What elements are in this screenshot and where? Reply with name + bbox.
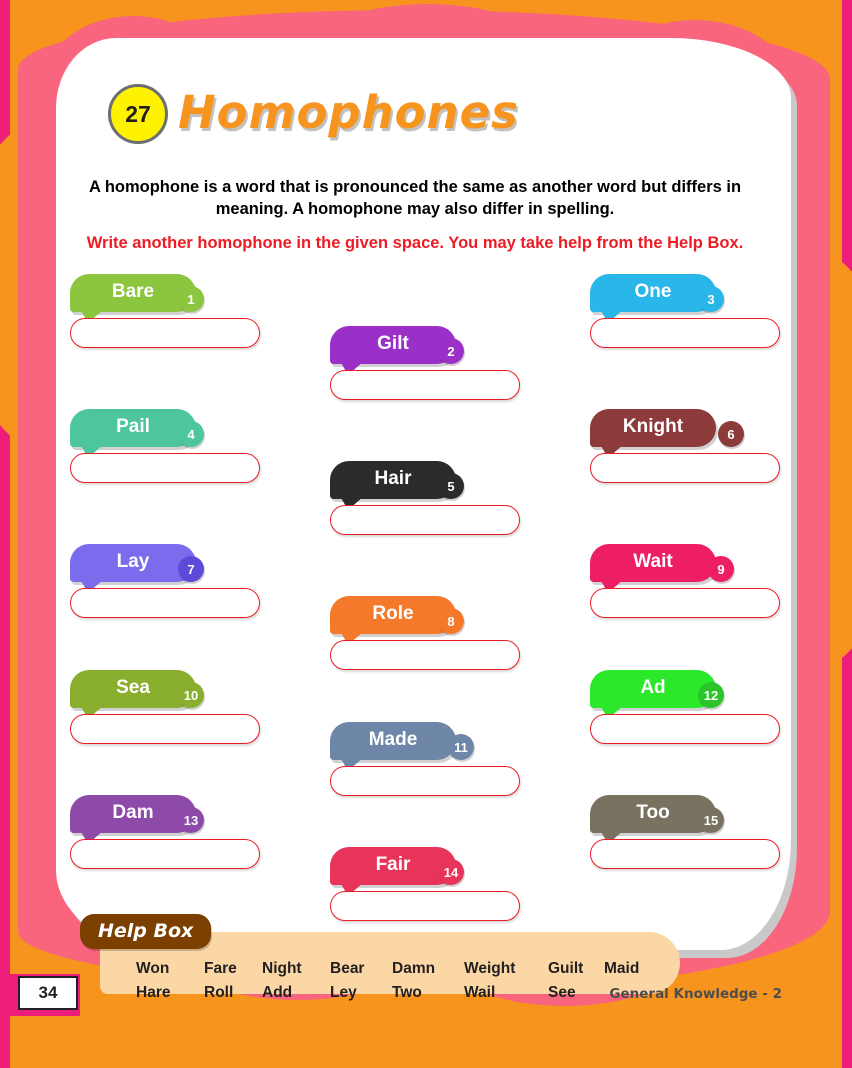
word-label: Sea [116, 677, 150, 698]
answer-input[interactable] [590, 588, 780, 618]
exercise-item [70, 409, 300, 447]
help-box-word: Ley [330, 984, 357, 1001]
word-label: Ad [640, 677, 666, 698]
word-label: Hair [374, 468, 412, 489]
answer-input[interactable] [330, 766, 520, 796]
item-number-badge: 3 [698, 286, 724, 312]
help-box-word: Fare [204, 960, 237, 977]
word-label: Lay [116, 551, 150, 572]
help-box-word: See [548, 984, 576, 1001]
word-label: Knight [622, 416, 684, 437]
help-box-word: Guilt [548, 960, 584, 977]
answer-input[interactable] [590, 318, 780, 348]
exercise-item [330, 847, 560, 885]
word-bubble [590, 409, 716, 447]
answer-input[interactable] [590, 453, 780, 483]
item-number-badge: 7 [178, 556, 204, 582]
item-number-badge: 5 [438, 473, 464, 499]
item-number-badge: 4 [178, 421, 204, 447]
item-number-badge: 11 [448, 734, 474, 760]
item-number-badge: 15 [698, 807, 724, 833]
exercise-item [590, 544, 820, 582]
page-number: 34 [18, 976, 78, 1010]
instruction-text: Write another homophone in the given space. You may take help from the Help Box. [86, 234, 744, 252]
help-box-word: Won [136, 960, 170, 977]
exercise-item [590, 274, 820, 312]
help-box-word: Add [262, 984, 293, 1001]
word-label: Pail [116, 416, 150, 437]
word-bubble [330, 461, 456, 499]
word-bubble [330, 722, 456, 760]
book-title-footer: General Knowledge - 2 [609, 986, 782, 1002]
help-box-row [136, 960, 696, 978]
help-box-word: Hare [136, 984, 171, 1001]
definition-text: A homophone is a word that is pronounced the same as another word but differs in meaning. A homophone may also differ in spelling. [88, 178, 742, 219]
answer-input[interactable] [330, 505, 520, 535]
word-bubble [590, 670, 716, 708]
page-title: Homophones [178, 86, 519, 139]
exercise-item [590, 795, 820, 833]
answer-input[interactable] [70, 714, 260, 744]
word-label: One [634, 281, 672, 302]
exercise-item [590, 670, 820, 708]
item-number-badge: 12 [698, 682, 724, 708]
answer-input[interactable] [590, 714, 780, 744]
item-number-badge: 2 [438, 338, 464, 364]
answer-input[interactable] [590, 839, 780, 869]
item-number-badge: 9 [708, 556, 734, 582]
chapter-number-badge: 27 [108, 84, 168, 144]
answer-input[interactable] [70, 453, 260, 483]
answer-input[interactable] [70, 839, 260, 869]
help-box-word: Damn [392, 960, 436, 977]
item-number-badge: 1 [178, 286, 204, 312]
help-box-word: Two [392, 984, 422, 1001]
word-label: Fair [375, 854, 411, 875]
answer-input[interactable] [70, 588, 260, 618]
answer-input[interactable] [330, 370, 520, 400]
item-number-badge: 8 [438, 608, 464, 634]
word-bubble [70, 795, 196, 833]
exercise-item [70, 670, 300, 708]
word-label: Gilt [377, 333, 409, 354]
word-bubble [590, 795, 716, 833]
item-number-badge: 13 [178, 807, 204, 833]
word-label: Role [372, 603, 414, 624]
exercise-item [330, 596, 560, 634]
item-number-badge: 10 [178, 682, 204, 708]
help-box-word: Night [262, 960, 302, 977]
exercise-item [70, 544, 300, 582]
word-bubble [330, 596, 456, 634]
word-bubble [70, 670, 196, 708]
help-box-label: Help Box [80, 914, 211, 949]
item-number-badge: 14 [438, 859, 464, 885]
exercise-item [330, 326, 560, 364]
word-label: Too [636, 802, 670, 823]
help-box-word: Roll [204, 984, 234, 1001]
word-bubble [330, 847, 456, 885]
word-label: Dam [112, 802, 154, 823]
help-box-word: Bear [330, 960, 365, 977]
word-label: Bare [111, 281, 155, 302]
help-box-word: Wail [464, 984, 496, 1001]
exercise-item [590, 409, 820, 447]
word-bubble [70, 409, 196, 447]
exercise-item [70, 795, 300, 833]
word-bubble [330, 326, 456, 364]
answer-input[interactable] [70, 318, 260, 348]
item-number-badge: 6 [718, 421, 744, 447]
exercise-item [330, 461, 560, 499]
word-bubble [70, 544, 196, 582]
exercise-item [330, 722, 560, 760]
word-bubble [590, 274, 716, 312]
answer-input[interactable] [330, 891, 520, 921]
word-bubble [590, 544, 716, 582]
help-box-word: Weight [464, 960, 516, 977]
answer-input[interactable] [330, 640, 520, 670]
word-label: Made [368, 729, 418, 750]
word-label: Wait [633, 551, 673, 572]
word-bubble [70, 274, 196, 312]
exercise-item [70, 274, 300, 312]
help-box-word: Maid [604, 960, 640, 977]
